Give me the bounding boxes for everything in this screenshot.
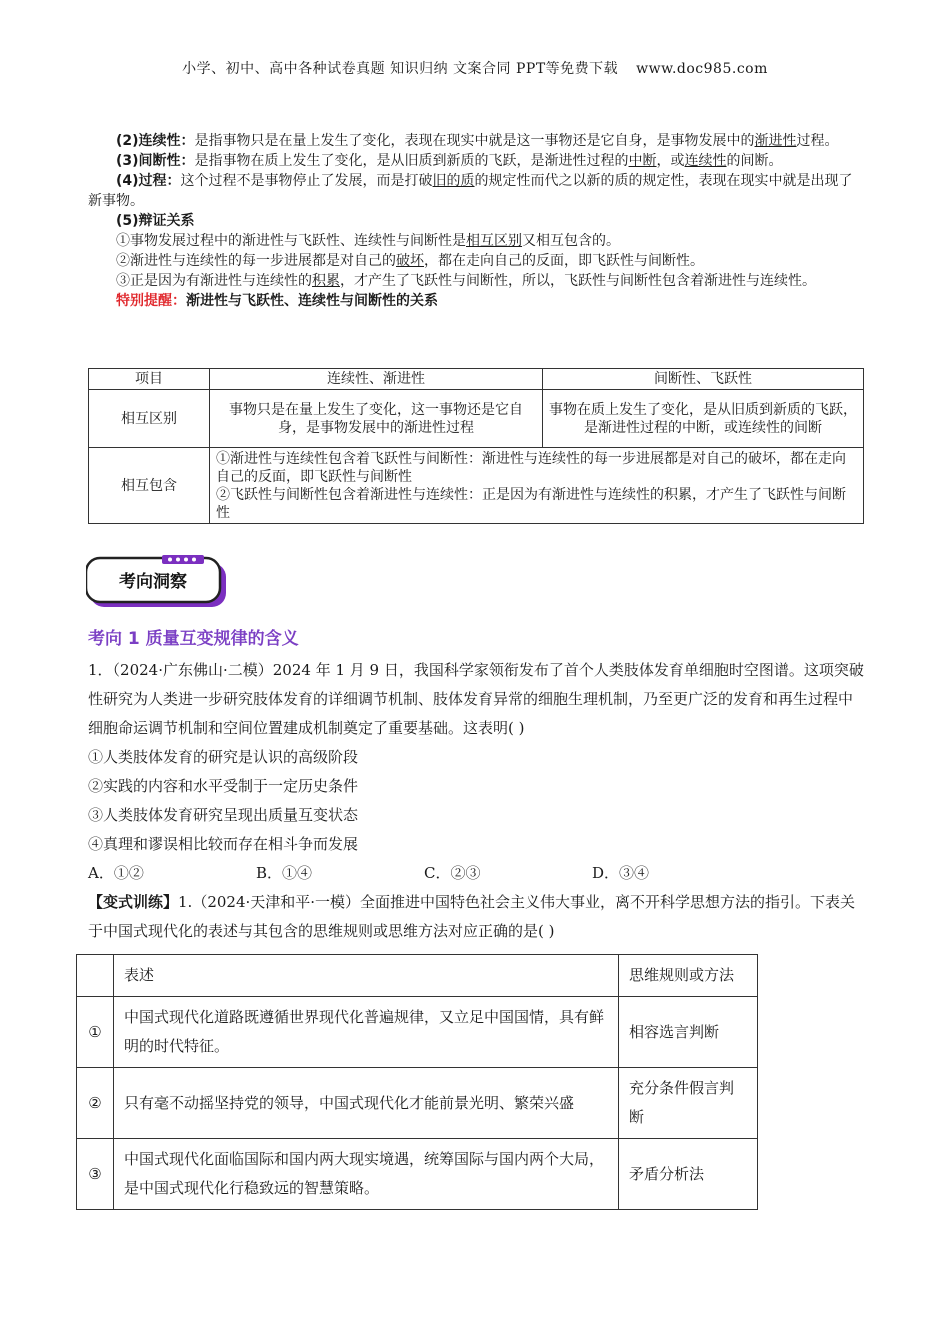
reminder-title: 渐进性与飞跃性、连续性与间断性的关系 bbox=[186, 293, 438, 309]
table-row bbox=[77, 997, 758, 1068]
answer-options bbox=[88, 859, 864, 888]
para-dialectic-1: ①事物发展过程中的渐进性与飞跃性、连续性与间断性是相互区别又相互包含的。 bbox=[116, 233, 620, 249]
methods-table bbox=[76, 954, 758, 1210]
inclusion-line-1: ①渐进性与连续性包含着飞跃性与间断性：渐进性与连续性的每一步进展都是对自己的破坏，都在走向自己的反面，即飞跃性与间断性 bbox=[216, 450, 846, 485]
para-discontinuity: (3)间断性：是指事物在质上发生了变化，是从旧质到新质的飞跃，是渐进性过程的中断，或连续性的间断。 bbox=[116, 153, 783, 169]
table-row bbox=[77, 1068, 758, 1139]
header-cell: 思维规则或方法 bbox=[619, 955, 758, 997]
reminder-label: 特别提醒： bbox=[116, 293, 186, 309]
para-continuity: (2)连续性：是指事物只是在量上发生了变化，表现在现实中就是这一事物还是它自身，是事物发展中的渐进性过程。 bbox=[116, 133, 839, 149]
knowledge-section bbox=[88, 131, 864, 311]
header-cell-num bbox=[77, 955, 114, 997]
section-badge bbox=[86, 555, 230, 611]
statement-item: ③人类肢体发育研究呈现出质量互变状态 bbox=[88, 806, 359, 824]
row-desc: 中国式现代化面临国际和国内两大现实境遇，统筹国际与国内两个大局，是中国式现代化行稳致远的智慧策略。 bbox=[114, 1139, 619, 1210]
section-title: 考向 1 质量互变规律的含义 bbox=[88, 629, 299, 649]
variant-stem: 1.（2024·天津和平·一模）全面推进中国特色社会主义伟大事业，离不开科学思想方法的指引。下表关于中国式现代化的表述与其包含的思维规则或思维方法对应正确的是( ) bbox=[88, 893, 856, 940]
header-cell: 连续性、渐进性 bbox=[210, 369, 543, 390]
question-1 bbox=[88, 656, 864, 946]
special-reminder bbox=[88, 291, 864, 311]
header-cell: 项目 bbox=[89, 369, 210, 390]
table-cell: 事物在质上发生了变化，是从旧质到新质的飞跃，是渐进性过程的中断，或连续性的间断 bbox=[543, 390, 864, 448]
table-row bbox=[89, 448, 864, 524]
para-dialectic-2: ②渐进性与连续性的每一步进展都是对自己的破坏，都在走向自己的反面，即飞跃性与间断性。 bbox=[116, 253, 704, 269]
table-row bbox=[77, 1139, 758, 1210]
table-header-row bbox=[77, 955, 758, 997]
row-number: ③ bbox=[77, 1139, 114, 1210]
table-cell bbox=[210, 448, 864, 524]
option-d[interactable]: D．③④ bbox=[592, 864, 650, 882]
para-dialectic-title: (5)辩证关系 bbox=[116, 213, 195, 229]
variant-question bbox=[88, 888, 864, 946]
row-method: 矛盾分析法 bbox=[619, 1139, 758, 1210]
badge-graphic bbox=[86, 555, 230, 611]
comparison-table bbox=[88, 368, 864, 524]
option-a[interactable]: A．①② bbox=[88, 864, 144, 882]
badge-label: 考向洞察 bbox=[119, 572, 187, 592]
row-desc: 只有毫不动摇坚持党的领导，中国式现代化才能前景光明、繁荣兴盛 bbox=[114, 1068, 619, 1139]
statement-item: ②实践的内容和水平受制于一定历史条件 bbox=[88, 777, 359, 795]
header-cell: 表述 bbox=[114, 955, 619, 997]
header-text: 小学、初中、高中各种试卷真题 知识归纳 文案合同 PPT等免费下载 bbox=[182, 61, 619, 77]
row-number: ① bbox=[77, 997, 114, 1068]
row-desc: 中国式现代化道路既遵循世界现代化普遍规律，又立足中国国情，具有鲜明的时代特征。 bbox=[114, 997, 619, 1068]
question-stem: 1．（2024·广东佛山·二模）2024 年 1 月 9 日，我国科学家领衔发布了首个人类肢体发育单细胞时空图谱。这项突破性研究为人类进一步研究肢体发育的详细调节机制、肢体发育异常的细胞生理机制，乃至更广泛的发育和再生过程中细胞命运调节机制和空间位置建成机制奠定了重要基础。这表明( ) bbox=[88, 661, 864, 737]
statement-item: ①人类肢体发育的研究是认识的高级阶段 bbox=[88, 748, 359, 766]
row-label: 相互包含 bbox=[89, 448, 210, 524]
row-number: ② bbox=[77, 1068, 114, 1139]
table-cell: 事物只是在量上发生了变化，这一事物还是它自身，是事物发展中的渐进性过程 bbox=[210, 390, 543, 448]
header-url[interactable]: www.doc985.com bbox=[636, 61, 768, 77]
para-process: (4)过程：这个过程不是事物停止了发展，而是打破旧的质的规定性而代之以新的质的规定性，表现在现实中就是出现了新事物。 bbox=[88, 173, 853, 209]
option-b[interactable]: B．①④ bbox=[256, 864, 313, 882]
table-row bbox=[89, 390, 864, 448]
option-c[interactable]: C．②③ bbox=[424, 864, 481, 882]
inclusion-line-2: ②飞跃性与间断性包含着渐进性与连续性：正是因为有渐进性与连续性的积累，才产生了飞跃性与间断性 bbox=[216, 486, 846, 521]
statement-item: ④真理和谬误相比较而存在相斗争而发展 bbox=[88, 835, 359, 853]
table-header-row bbox=[89, 369, 864, 390]
row-label: 相互区别 bbox=[89, 390, 210, 448]
variant-label: 【变式训练】 bbox=[88, 893, 179, 911]
para-dialectic-3: ③正是因为有渐进性与连续性的积累，才产生了飞跃性与间断性，所以，飞跃性与间断性包含着渐进性与连续性。 bbox=[116, 273, 816, 289]
row-method: 相容选言判断 bbox=[619, 997, 758, 1068]
page-header bbox=[0, 58, 950, 78]
header-cell: 间断性、飞跃性 bbox=[543, 369, 864, 390]
row-method: 充分条件假言判断 bbox=[619, 1068, 758, 1139]
